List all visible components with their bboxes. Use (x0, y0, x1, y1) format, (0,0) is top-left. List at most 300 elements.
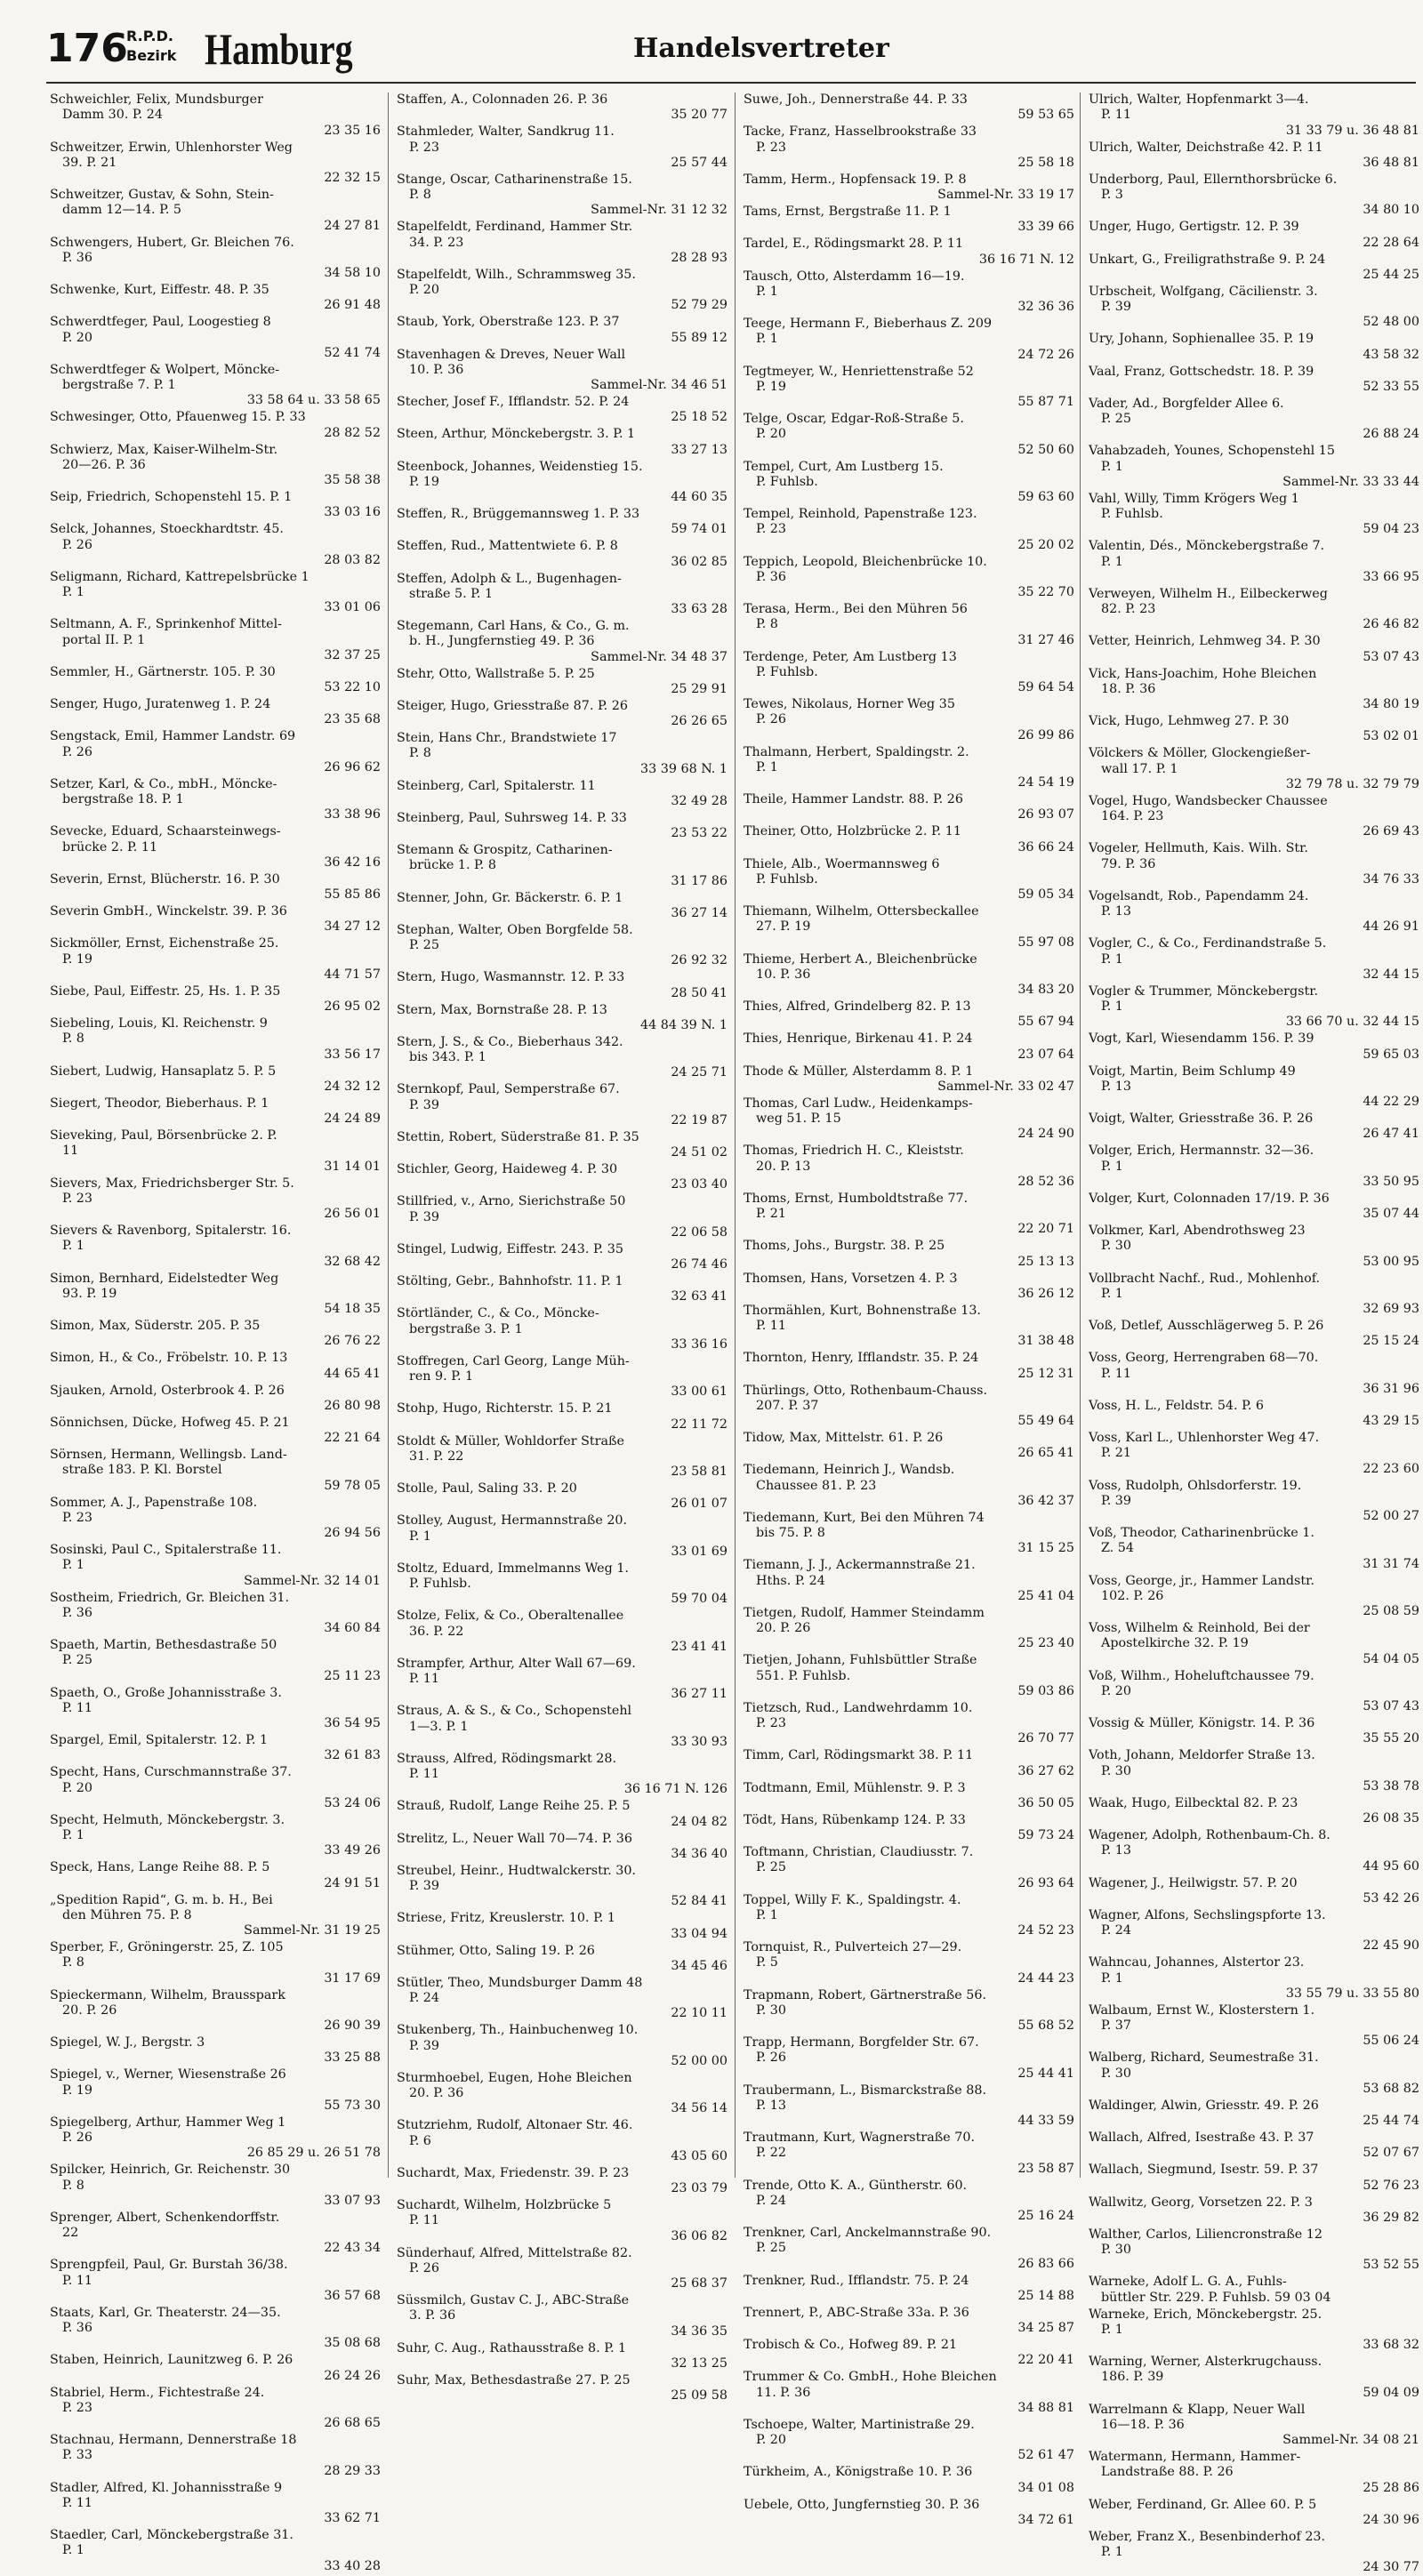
directory-entry (50, 363, 381, 409)
entry-name-line: Steinberg, Carl, Spitalerstr. 11 (397, 778, 596, 793)
entry-phone-line: 34 88 81 (1017, 2400, 1074, 2415)
entry-name-line: Stapelfeldt, Ferdinand, Hammer Str. (397, 220, 633, 235)
entry-address-line: 1—3. P. 1 (409, 1719, 469, 1734)
entry-phone-line: 32 61 83 (324, 1748, 381, 1763)
entry-phone-line: 53 00 95 (1363, 1254, 1419, 1269)
entry-phone-line: 22 19 87 (671, 1112, 728, 1128)
directory-entry (397, 2071, 728, 2117)
entry-address-line: P. 1 (1101, 951, 1123, 967)
entry-phone-line: 24 54 19 (1017, 775, 1074, 790)
entry-name-line: Sickmöller, Ernst, Eichenstraße 25. (50, 936, 279, 951)
entry-address-line: P. 23 (756, 140, 787, 155)
entry-address-line: P. 1 (409, 1529, 431, 1544)
directory-entry (50, 1064, 381, 1095)
entry-address-line: bergstraße 3. P. 1 (409, 1321, 523, 1336)
entry-name-line: Steenbock, Johannes, Weidenstieg 15. (397, 459, 643, 474)
directory-entry (1089, 220, 1419, 251)
entry-address-line: ren 9. P. 1 (409, 1369, 474, 1384)
entry-name-line: Sostheim, Friedrich, Gr. Bleichen 31. (50, 1590, 290, 1605)
entry-name-line: Stoldt & Müller, Wohldorfer Straße (397, 1433, 624, 1448)
entry-address-line: P. 30 (1101, 1239, 1132, 1254)
entry-phone-line: 26 74 46 (671, 1257, 728, 1272)
entry-name-line: Schwengers, Hubert, Gr. Bleichen 76. (50, 235, 294, 250)
entry-address-line: P. 21 (756, 1207, 787, 1221)
entry-address-line: 186. P. 39 (1101, 2370, 1164, 2385)
entry-phone-line: 34 36 40 (671, 1846, 728, 1861)
entry-name-line: Stapelfeldt, Wilh., Schrammsweg 35. (397, 267, 636, 282)
entry-phone-line: 22 20 41 (1017, 2353, 1074, 2368)
entry-name-line: Sprenger, Albert, Schenkendorffstr. (50, 2210, 280, 2225)
entry-phone-line: 36 27 11 (671, 1687, 728, 1702)
entry-phone-line: 52 48 00 (1363, 315, 1419, 330)
directory-entry (50, 1765, 381, 1811)
entry-name-line: Tietzsch, Rud., Landwehrdamm 10. (744, 1700, 973, 1715)
entry-address-line: P. 30 (1101, 1763, 1132, 1778)
entry-name-line: Warneke, Adolf L. G. A., Fuhls- (1089, 2275, 1287, 2290)
entry-address-line: P. 13 (1101, 1843, 1132, 1858)
entry-phone-line: 33 03 16 (324, 505, 381, 520)
entry-phone-line: 26 85 29 u. 26 51 78 (246, 2146, 381, 2161)
entry-name-line: Völckers & Möller, Glockengießer- (1089, 746, 1311, 761)
entry-phone-line: 26 93 07 (1017, 807, 1074, 823)
entry-phone-line: 22 20 71 (1017, 1222, 1074, 1237)
entry-address-line: 31. P. 22 (409, 1448, 464, 1464)
directory-entry (50, 522, 381, 568)
directory-entry (50, 1016, 381, 1063)
directory-entry (50, 1272, 381, 1318)
entry-address-line: 11. P. 36 (756, 2385, 811, 2400)
entry-phone-line: 33 36 16 (671, 1336, 728, 1352)
directory-entry (50, 1733, 381, 1764)
entry-phone-line: 36 66 24 (1017, 839, 1074, 855)
entry-address-line: 36. P. 22 (409, 1624, 464, 1639)
entry-address-line: 11 (62, 1144, 79, 1159)
entry-phone-line: 26 47 41 (1363, 1127, 1419, 1142)
listing-columns (50, 92, 1419, 2575)
entry-address-line: P. 23 (62, 1510, 93, 1525)
entry-address-line: P. 20 (1101, 1683, 1132, 1698)
entry-name-line: Vossig & Müller, Königstr. 14. P. 36 (1089, 1716, 1315, 1730)
directory-entry (744, 1893, 1074, 1939)
directory-entry (744, 792, 1074, 823)
directory-entry (397, 1434, 728, 1481)
directory-entry (50, 2067, 381, 2114)
entry-phone-line: Sammel-Nr. 33 02 47 (937, 1079, 1074, 1094)
entry-phone-line: 36 42 37 (1017, 1493, 1074, 1508)
entry-address-line: P. 26 (62, 2131, 93, 2145)
entry-name-line: Tewes, Nikolaus, Horner Weg 35 (744, 697, 955, 711)
directory-entry (744, 365, 1074, 411)
directory-entry (397, 2118, 728, 2164)
entry-name-line: Spaeth, Martin, Bethesdastraße 50 (50, 1638, 277, 1652)
entry-name-line: Simon, H., & Co., Fröbelstr. 10. P. 13 (50, 1351, 288, 1366)
entry-phone-line: 24 91 51 (324, 1875, 381, 1890)
entry-name-line: Streubel, Heinr., Hudtwalckerstr. 30. (397, 1863, 636, 1878)
entry-name-line: Stukenberg, Th., Hainbuchenweg 10. (397, 2023, 639, 2038)
entry-name-line: Trenkner, Rud., Ifflandstr. 75. P. 24 (744, 2273, 969, 2288)
directory-entry (50, 2528, 381, 2574)
entry-phone-line: 28 28 93 (671, 250, 728, 265)
entry-phone-line: 59 64 54 (1017, 680, 1074, 694)
entry-phone-line: 26 93 64 (1017, 1875, 1074, 1890)
entry-name-line: Thiele, Alb., Woermannsweg 6 (744, 856, 940, 871)
entry-name-line: Steen, Arthur, Mönckebergstr. 3. P. 1 (397, 427, 636, 442)
directory-entry (1089, 1748, 1419, 1794)
directory-entry (50, 984, 381, 1015)
entry-phone-line: 36 16 71 N. 126 (623, 1782, 728, 1797)
entry-phone-line: 33 01 06 (324, 600, 381, 615)
directory-entry (744, 1813, 1074, 1844)
directory-entry (1089, 634, 1419, 665)
directory-entry (1089, 746, 1419, 792)
entry-address-line: wall 17. P. 1 (1101, 761, 1178, 776)
entry-address-line: P. 30 (756, 2002, 787, 2018)
directory-entry (1089, 1192, 1419, 1223)
entry-address-line: P. 1 (1101, 2545, 1123, 2559)
entry-phone-line: 33 25 88 (324, 2050, 381, 2066)
entry-name-line: Tegtmeyer, W., Henriettenstraße 52 (744, 364, 974, 379)
directory-entry (50, 1940, 381, 1986)
entry-name-line: Vick, Hugo, Lehmweg 27. P. 30 (1089, 714, 1290, 728)
entry-phone-line: 33 66 95 (1363, 569, 1419, 584)
directory-entry (744, 1431, 1074, 1462)
entry-name-line: Thornton, Henry, Ifflandstr. 35. P. 24 (744, 1351, 979, 1366)
entry-name-line: Stenner, John, Gr. Bäckerstr. 6. P. 1 (397, 890, 623, 905)
directory-entry (397, 124, 728, 171)
entry-name-line: Stolley, August, Hermannstraße 20. (397, 1513, 628, 1529)
entry-address-line: bergstraße 18. P. 1 (62, 792, 184, 807)
entry-phone-line: 44 26 91 (1363, 919, 1419, 935)
entry-phone-line: 55 97 08 (1017, 935, 1074, 950)
entry-name-line: Tidow, Max, Mittelstr. 61. P. 26 (744, 1431, 944, 1445)
entry-name-line: Volger, Erich, Hermannstr. 32—36. (1089, 1144, 1314, 1159)
directory-entry (744, 2306, 1074, 2337)
entry-phone-line: 55 87 71 (1017, 395, 1074, 409)
entry-phone-line: 22 45 90 (1363, 1938, 1419, 1954)
entry-phone-line: 32 36 36 (1017, 300, 1074, 314)
entry-phone-line: 34 60 84 (324, 1621, 381, 1635)
entry-phone-line: 33 49 26 (324, 1843, 381, 1858)
directory-entry (1089, 2003, 1419, 2050)
entry-phone-line: 34 01 08 (1017, 2480, 1074, 2495)
entry-name-line: Voss, George, jr., Hammer Landstr. (1089, 1573, 1314, 1588)
entry-address-line: P. 26 (62, 537, 93, 552)
entry-name-line: Traubermann, L., Bismarckstraße 88. (744, 2082, 986, 2098)
entry-phone-line: 26 70 77 (1017, 1731, 1074, 1746)
entry-name-line: Thieme, Herbert A., Bleichenbrücke (744, 951, 977, 967)
entry-address-line: P. 11 (756, 1319, 787, 1333)
directory-entry (744, 1144, 1074, 1190)
entry-phone-line: 31 38 48 (1017, 1334, 1074, 1349)
entry-name-line: Stoffregen, Carl Georg, Lange Müh- (397, 1353, 630, 1368)
entry-phone-line: 55 67 94 (1017, 1015, 1074, 1030)
entry-address-line: 20. P. 26 (756, 1621, 811, 1635)
directory-entry (397, 970, 728, 1001)
entry-phone-line: 43 58 32 (1363, 347, 1419, 362)
entry-phone-line: 26 88 24 (1363, 427, 1419, 442)
directory-entry (50, 283, 381, 314)
entry-address-line: 82. P. 23 (1101, 602, 1156, 616)
entry-name-line: Steffen, Rud., Mattentwiete 6. P. 8 (397, 539, 618, 554)
entry-name-line: Seltmann, A. F., Sprinkenhof Mittel- (50, 617, 283, 632)
directory-entry (744, 1192, 1074, 1238)
entry-phone-line: 59 04 09 (1363, 2385, 1419, 2400)
directory-entry (744, 697, 1074, 743)
directory-entry (397, 2246, 728, 2292)
entry-phone-line: 23 03 79 (671, 2181, 728, 2195)
directory-entry (50, 904, 381, 935)
entry-name-line: Vick, Hans-Joachim, Hohe Bleichen (1089, 666, 1317, 681)
directory-entry (397, 2373, 728, 2404)
entry-address-line: P. 26 (409, 2260, 440, 2275)
entry-address-line: P. 1 (756, 759, 778, 774)
directory-entry (744, 1653, 1074, 1699)
directory-entry (1089, 1399, 1419, 1430)
entry-name-line: Sievers & Ravenborg, Spitalerstr. 16. (50, 1224, 292, 1238)
entry-name-line: Voss, Karl L., Uhlenhorster Weg 47. (1089, 1431, 1320, 1445)
entry-phone-line: 31 15 25 (1017, 1541, 1074, 1556)
directory-entry (397, 315, 728, 346)
directory-entry (744, 317, 1074, 363)
entry-phone-line: 59 74 01 (671, 522, 728, 537)
entry-address-line: P. 1 (62, 1239, 84, 1254)
directory-entry (1089, 365, 1419, 396)
entry-phone-line: 25 16 24 (1017, 2209, 1074, 2223)
directory-entry (1089, 1351, 1419, 1397)
directory-entry (397, 427, 728, 458)
entry-phone-line: 31 17 69 (324, 1970, 381, 1986)
directory-entry (397, 268, 728, 314)
entry-phone-line: 25 09 58 (671, 2388, 728, 2403)
directory-entry (744, 2274, 1074, 2305)
entry-phone-line: 33 27 13 (671, 442, 728, 457)
directory-entry (397, 2198, 728, 2244)
directory-entry (744, 173, 1074, 204)
entry-phone-line: 26 24 26 (324, 2368, 381, 2383)
entry-name-line: Suhr, Max, Bethesdastraße 27. P. 25 (397, 2372, 631, 2387)
entry-phone-line: 24 51 02 (671, 1145, 728, 1160)
entry-address-line: P. 1 (1101, 1159, 1123, 1174)
entry-phone-line: 28 29 33 (324, 2463, 381, 2478)
entry-name-line: Trautmann, Kurt, Wagnerstraße 70. (744, 2131, 976, 2145)
directory-entry (397, 811, 728, 842)
entry-name-line: Spiegelberg, Arthur, Hammer Weg 1 (50, 2115, 286, 2130)
directory-entry (744, 1606, 1074, 1652)
entry-address-line: Landstraße 88. P. 26 (1101, 2465, 1234, 2480)
entry-address-line: P. 30 (1101, 2243, 1132, 2257)
entry-phone-line: 36 06 82 (671, 2228, 728, 2243)
entry-phone-line: 34 76 33 (1363, 871, 1419, 887)
directory-entry (397, 1609, 728, 1655)
directory-entry (50, 2115, 381, 2162)
entry-phone-line: 25 68 37 (671, 2276, 728, 2291)
directory-entry (397, 1082, 728, 1128)
entry-address-line: P. 1 (756, 332, 778, 347)
entry-name-line: Siegert, Theodor, Bieberhaus. P. 1 (50, 1095, 269, 1111)
entry-name-line: Suhr, C. Aug., Rathausstraße 8. P. 1 (397, 2340, 627, 2355)
directory-entry (744, 1845, 1074, 1891)
directory-entry (397, 2023, 728, 2069)
directory-entry (397, 1481, 728, 1513)
directory-entry (744, 2338, 1074, 2369)
entry-name-line: Stadler, Alfred, Kl. Johannisstraße 9 (50, 2480, 283, 2495)
directory-entry (744, 555, 1074, 601)
entry-phone-line: 59 53 65 (1017, 108, 1074, 123)
entry-name-line: Tacke, Franz, Hasselbrookstraße 33 (744, 124, 977, 140)
directory-entry (1089, 2450, 1419, 2496)
page-header (46, 18, 1416, 80)
directory-entry (1089, 1716, 1419, 1747)
directory-entry (50, 872, 381, 903)
entry-address-line: P. 22 (756, 2146, 787, 2161)
entry-name-line: Warrelmann & Klapp, Neuer Wall (1089, 2402, 1306, 2417)
entry-name-line: Specht, Hans, Curschmannstraße 37. (50, 1765, 292, 1780)
entry-phone-line: 26 99 86 (1017, 727, 1074, 742)
entry-address-line: P. 23 (62, 2400, 93, 2415)
directory-entry (744, 507, 1074, 553)
directory-entry (397, 2166, 728, 2197)
directory-entry (50, 1351, 381, 1382)
entry-phone-line: 34 58 10 (324, 266, 381, 280)
bezirk-label: Bezirk (126, 47, 177, 64)
directory-entry (397, 572, 728, 618)
directory-entry (744, 412, 1074, 458)
entry-name-line: Schwerdtfeger, Paul, Loogestieg 8 (50, 315, 271, 330)
directory-entry (397, 667, 728, 698)
entry-phone-line: 59 78 05 (324, 1478, 381, 1493)
entry-phone-line: 23 41 41 (671, 1639, 728, 1654)
entry-phone-line: 35 07 44 (1363, 1207, 1419, 1221)
entry-name-line: Stahmleder, Walter, Sandkrug 11. (397, 124, 615, 140)
directory-entry (397, 1162, 728, 1193)
entry-address-line: P. 11 (62, 1700, 93, 1715)
entry-name-line: Stange, Oscar, Catharinenstraße 15. (397, 172, 632, 187)
entry-name-line: Steffen, Adolph & L., Bugenhagen- (397, 571, 622, 586)
directory-entry (1089, 1144, 1419, 1190)
entry-phone-line: 34 36 35 (671, 2323, 728, 2339)
directory-entry (397, 1306, 728, 1352)
directory-entry (397, 2341, 728, 2372)
directory-entry (50, 1319, 381, 1350)
entry-address-line: 10. P. 36 (756, 967, 811, 982)
entry-phone-line: 23 07 64 (1017, 1047, 1074, 1062)
entry-address-line: P. 3 (1101, 188, 1123, 202)
directory-entry (50, 2481, 381, 2527)
directory-entry (397, 731, 728, 777)
column-divider (1080, 92, 1081, 2178)
directory-entry (1089, 2355, 1419, 2401)
entry-phone-line: 26 46 82 (1363, 617, 1419, 632)
entry-phone-line: 33 66 70 u. 32 44 15 (1285, 1015, 1419, 1030)
entry-name-line: Tschoepe, Walter, Martinistraße 29. (744, 2417, 975, 2432)
entry-name-line: Tiedemann, Kurt, Bei den Mühren 74 (744, 1510, 985, 1525)
entry-name-line: Wallach, Siegmund, Isestr. 59. P. 37 (1089, 2163, 1319, 2178)
entry-address-line: P. 1 (1101, 1286, 1123, 1301)
entry-phone-line: 26 26 65 (671, 714, 728, 728)
entry-address-line: P. 5 (756, 1955, 778, 1970)
entry-phone-line: 53 52 55 (1363, 2258, 1419, 2273)
entry-phone-line: 24 30 77 (1363, 2560, 1419, 2575)
entry-phone-line: 44 95 60 (1363, 1858, 1419, 1874)
entry-phone-line: Sammel-Nr. 33 19 17 (937, 188, 1074, 202)
entry-name-line: Spargel, Emil, Spitalerstr. 12. P. 1 (50, 1733, 269, 1747)
entry-name-line: Stern, Max, Bornstraße 28. P. 13 (397, 1002, 607, 1017)
entry-phone-line: 26 95 02 (324, 999, 381, 1014)
entry-phone-line: 24 32 12 (324, 1079, 381, 1094)
region-label (126, 27, 176, 66)
entry-name-line: Ulrich, Walter, Deichstraße 42. P. 11 (1089, 140, 1323, 155)
entry-phone-line: 32 13 25 (671, 2355, 728, 2371)
entry-phone-line: 59 73 24 (1017, 1828, 1074, 1842)
entry-name-line: Thomsen, Hans, Vorsetzen 4. P. 3 (744, 1271, 958, 1286)
entry-address-line: 20. P. 13 (756, 1159, 811, 1174)
directory-entry (744, 2498, 1074, 2529)
entry-phone-line: 25 14 88 (1017, 2288, 1074, 2303)
directory-entry (397, 619, 728, 665)
entry-name-line: Todtmann, Emil, Mühlenstr. 9. P. 3 (744, 1780, 966, 1795)
entry-phone-line: 34 45 46 (671, 1958, 728, 1973)
entry-name-line: Teege, Hermann F., Bieberhaus Z. 209 (744, 317, 993, 331)
entry-phone-line: 26 76 22 (324, 1334, 381, 1349)
entry-phone-line: 26 91 48 (324, 298, 381, 313)
directory-entry (744, 2465, 1074, 2496)
entry-address-line: 27. P. 19 (756, 919, 811, 935)
directory-entry (1089, 1479, 1419, 1525)
entry-name-line: Terasa, Herm., Bei den Mühren 56 (744, 602, 968, 616)
entry-address-line: P. 30 (1101, 2066, 1132, 2081)
entry-phone-line: 23 35 16 (324, 123, 381, 138)
entry-address-line: 102. P. 26 (1101, 1588, 1164, 1603)
entry-phone-line: 35 58 38 (324, 473, 381, 487)
directory-entry (50, 1176, 381, 1223)
directory-entry (397, 1401, 728, 1432)
entry-name-line: Sevecke, Eduard, Schaarsteinwegs- (50, 824, 281, 839)
entry-name-line: Waak, Hugo, Eilbecktal 82. P. 23 (1089, 1795, 1298, 1810)
entry-name-line: Stichler, Georg, Haideweg 4. P. 30 (397, 1162, 618, 1176)
entry-address-line: P. Fuhlsb. (756, 871, 818, 887)
entry-phone-line: 25 15 24 (1363, 1334, 1419, 1349)
entry-phone-line: 31 33 79 u. 36 48 81 (1285, 123, 1419, 138)
entry-name-line: Senger, Hugo, Juratenweg 1. P. 24 (50, 697, 271, 711)
directory-entry (1089, 1064, 1419, 1111)
directory-entry (50, 1591, 381, 1637)
entry-name-line: Simon, Bernhard, Eidelstedter Weg (50, 1271, 279, 1286)
entry-name-line: Timm, Carl, Rödingsmarkt 38. P. 11 (744, 1748, 974, 1763)
header-rule (46, 82, 1416, 84)
entry-name-line: Sörnsen, Hermann, Wellingsb. Land- (50, 1448, 287, 1462)
entry-phone-line: 52 76 23 (1363, 2178, 1419, 2193)
entry-name-line: Sprengpfeil, Paul, Gr. Burstah 36/38. (50, 2258, 288, 2273)
entry-name-line: Thomas, Carl Ludw., Heidenkamps- (744, 1095, 973, 1111)
entry-address-line: 551. P. Fuhlsb. (756, 1668, 851, 1683)
entry-phone-line: 54 04 05 (1363, 1651, 1419, 1666)
entry-phone-line: 33 39 68 N. 1 (640, 761, 728, 776)
entry-address-line: P. 20 (62, 330, 93, 345)
entry-name-line: Thormählen, Kurt, Bohnenstraße 13. (744, 1303, 981, 1318)
directory-entry (50, 1384, 381, 1415)
entry-phone-line: 25 28 86 (1363, 2480, 1419, 2495)
entry-name-line: Voth, Johann, Meldorfer Straße 13. (1089, 1748, 1315, 1763)
directory-entry (1089, 1828, 1419, 1874)
entry-address-line: Damm 30. P. 24 (62, 108, 163, 123)
entry-address-line: P. 33 (62, 2448, 93, 2463)
entry-phone-line: 52 00 00 (671, 2053, 728, 2068)
directory-entry (744, 1781, 1074, 1812)
entry-name-line: Steffen, R., Brüggemannsweg 1. P. 33 (397, 507, 640, 521)
entry-phone-line: 23 58 87 (1017, 2161, 1074, 2176)
entry-address-line: P. 26 (756, 712, 787, 727)
entry-phone-line: 26 94 56 (324, 1526, 381, 1540)
